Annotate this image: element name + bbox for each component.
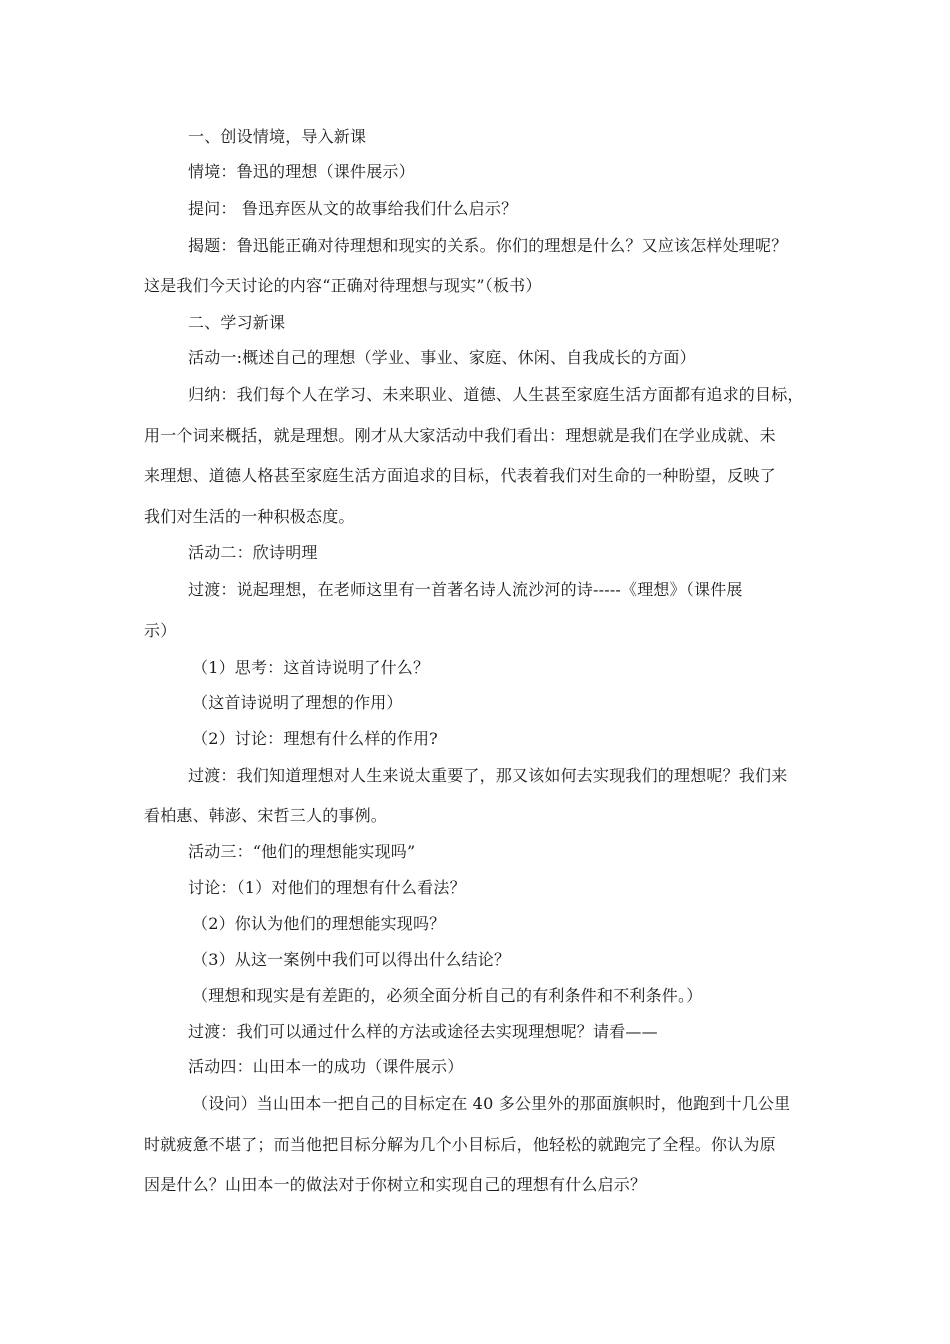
activity-heading: 活动一:概述自己的理想（学业、事业、家庭、休闲、自我成长的方面） [188, 348, 696, 367]
paragraph-line: 示） [144, 621, 177, 640]
paragraph-line: 归纳：我们每个人在学习、未来职业、道德、人生甚至家庭生活方面都有追求的目标， [188, 385, 804, 404]
paragraph-line: 提问： 鲁迅弃医从文的故事给我们什么启示？ [188, 199, 518, 218]
question-item: （2）讨论：理想有什么样的作用? [192, 729, 438, 748]
activity-heading: 活动二：欣诗明理 [188, 543, 318, 562]
activity-heading: 活动三：“他们的理想能实现吗” [188, 842, 416, 861]
question-item: （3）从这一案例中我们可以得出什么结论？ [192, 950, 511, 969]
paragraph-line: 来理想、道德人格甚至家庭生活方面追求的目标，代表着我们对生命的一种盼望，反映了 [144, 466, 776, 485]
question-item: （2）你认为他们的理想能实现吗？ [192, 914, 446, 933]
paragraph-line: 看柏惠、韩澎、宋哲三人的事例。 [144, 806, 388, 825]
paragraph-line: 过渡：我们知道理想对人生来说太重要了，那又该如何去实现我们的理想呢？我们来 [188, 766, 788, 785]
paragraph-line: 因是什么？山田本一的做法对于你树立和实现自己的理想有什么启示？ [144, 1175, 647, 1194]
paragraph-line: 揭题：鲁迅能正确对待理想和现实的关系。你们的理想是什么？又应该怎样处理呢？ [188, 236, 788, 255]
question-item: （1）思考：这首诗说明了什么？ [192, 658, 430, 677]
answer-note: （这首诗说明了理想的作用） [192, 693, 403, 712]
question-item: 讨论：（1）对他们的理想有什么看法？ [188, 878, 466, 897]
paragraph-line: 过渡：说起理想，在老师这里有一首著名诗人流沙河的诗-----《理想》（课件展 [188, 580, 743, 599]
paragraph-line: 过渡：我们可以通过什么样的方法或途径去实现理想呢？请看—— [188, 1022, 658, 1041]
activity-heading: 活动四：山田本一的成功（课件展示） [188, 1057, 464, 1076]
answer-note: （理想和现实是有差距的，必须全面分析自己的有利条件和不利条件。） [192, 986, 703, 1005]
paragraph-line: （设问）当山田本一把自己的目标定在 40 多公里外的那面旗帜时，他跑到十几公里 [192, 1094, 791, 1113]
section-heading-1: 一、创设情境，导入新课 [188, 127, 367, 146]
paragraph-line: 情境：鲁迅的理想（课件展示） [188, 162, 415, 181]
paragraph-line: 这是我们今天讨论的内容“正确对待理想与现实”（板书） [144, 276, 542, 295]
paragraph-line: 用一个词来概括，就是理想。刚才从大家活动中我们看出：理想就是我们在学业成就、未 [144, 426, 776, 445]
section-heading-2: 二、学习新课 [188, 313, 286, 332]
paragraph-line: 我们对生活的一种积极态度。 [144, 507, 355, 526]
paragraph-line: 时就疲惫不堪了；而当他把目标分解为几个小目标后，他轻松的就跑完了全程。你认为原 [144, 1135, 776, 1154]
